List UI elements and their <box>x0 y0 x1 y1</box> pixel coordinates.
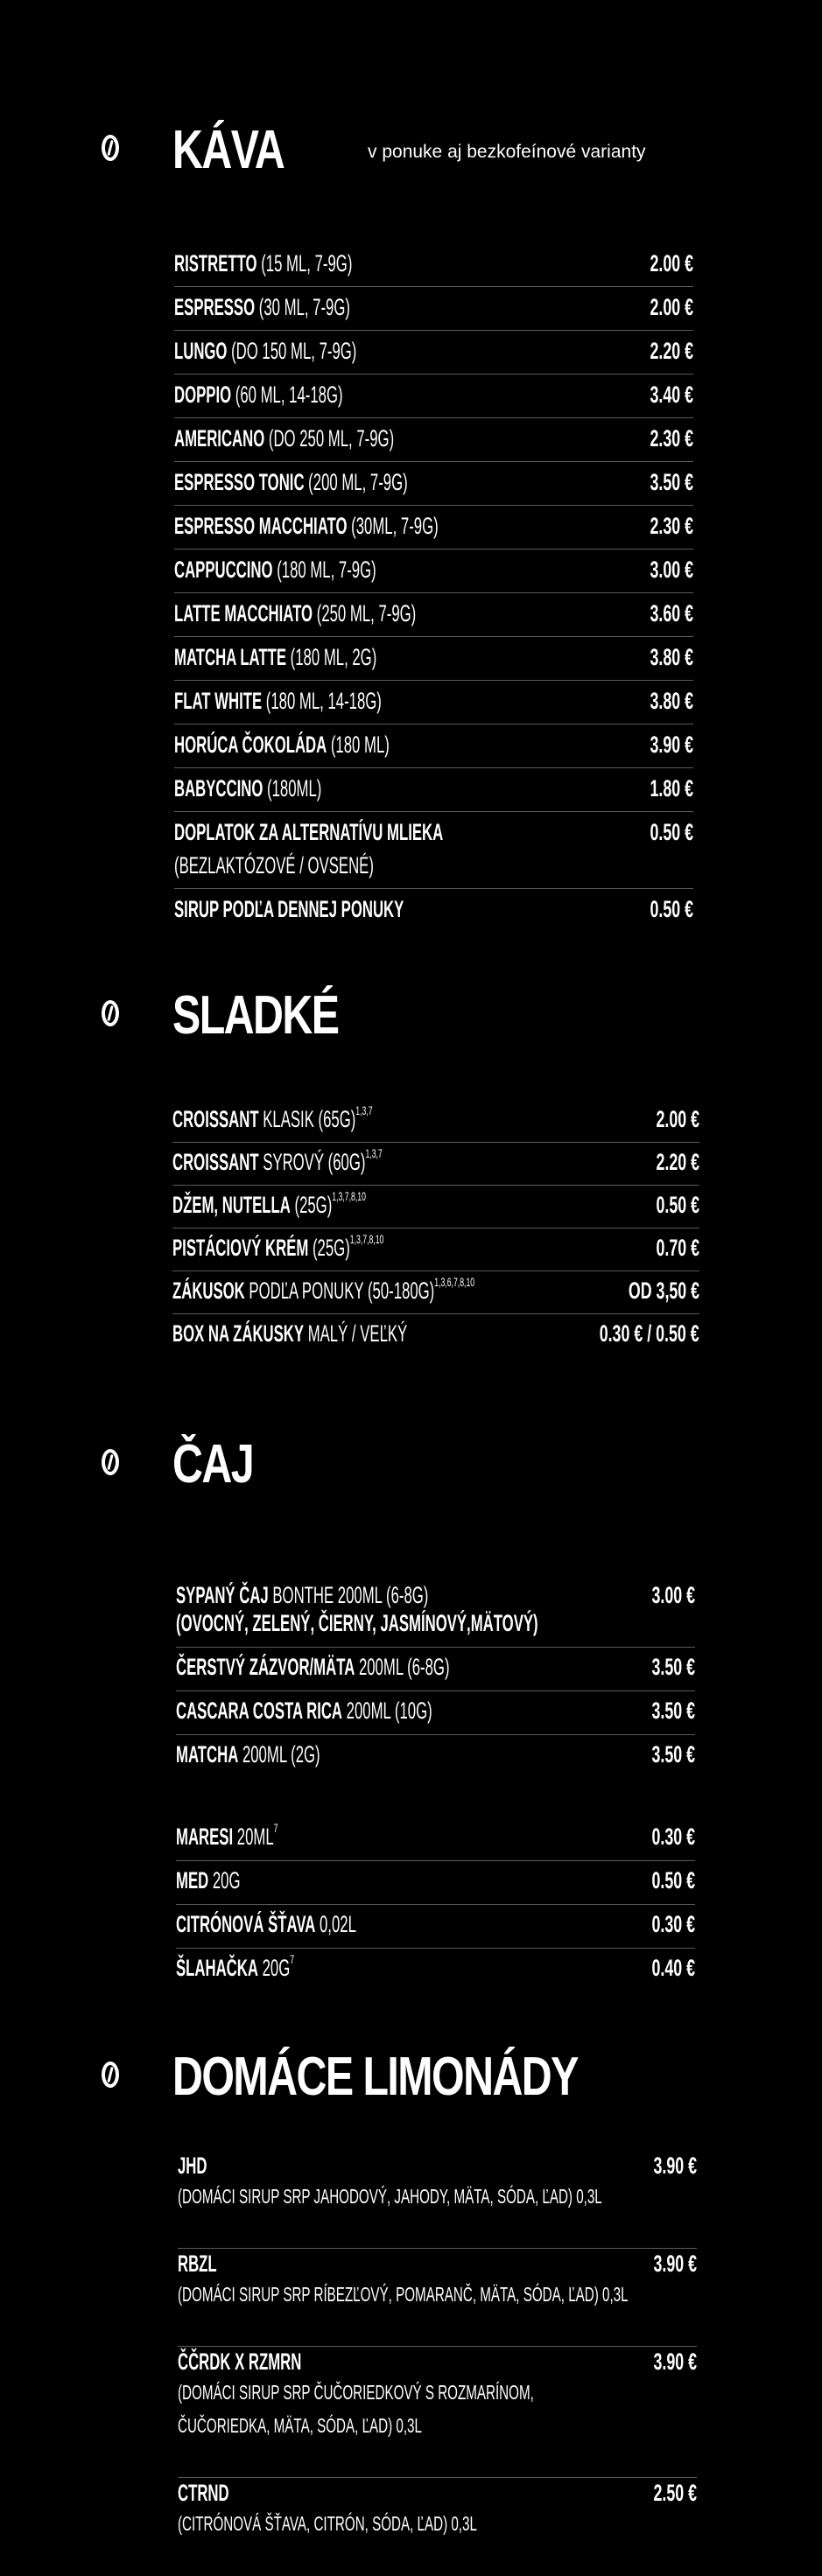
item-price: 3.90 € <box>650 732 693 758</box>
item-price: 3.80 € <box>650 644 693 670</box>
item-detail: 20ML <box>233 1824 274 1850</box>
item-name-bold: RBZL <box>178 2250 217 2277</box>
item-name <box>174 555 376 585</box>
menu-item-row <box>174 374 693 418</box>
item-name <box>174 730 390 760</box>
allergen-codes: 7 <box>290 1952 295 1966</box>
menu-item-row <box>176 1691 695 1735</box>
menu-item-row <box>174 462 693 506</box>
item-price: 2.20 € <box>650 338 693 364</box>
item-detail: (30 ML, 7-9G) <box>255 294 350 320</box>
menu-item-row <box>174 243 693 287</box>
menu-item-row <box>176 1949 695 1992</box>
item-detail: 20G <box>208 1867 241 1894</box>
menu-list <box>176 1576 695 1779</box>
menu-item-row <box>172 1314 699 1357</box>
item-detail: BONTHE 200ML (6-8G) <box>268 1582 429 1608</box>
allergen-codes: 1,3,7 <box>355 1103 373 1117</box>
item-name-bold: BABYCCINO <box>174 775 263 802</box>
item-name-bold: ČČRDK X RZMRN <box>178 2348 302 2375</box>
item-name-bold: AMERICANO <box>174 425 265 452</box>
item-price: 3.50 € <box>651 1741 695 1768</box>
section-note: v ponuke aj bezkofeínové varianty <box>368 142 646 162</box>
item-name <box>178 2249 217 2279</box>
item-name <box>172 1276 474 1306</box>
item-name <box>178 2478 229 2509</box>
menu-item-row <box>174 724 693 768</box>
menu-item-row <box>172 1100 699 1143</box>
menu-item-row <box>178 2249 697 2347</box>
item-description: (CITRÓNOVÁ ŠŤAVA, CITRÓN, SÓDA, ĽAD) 0,3L <box>178 2512 477 2535</box>
menu-item-row <box>174 768 693 812</box>
item-price: 3.50 € <box>650 469 693 495</box>
item-name <box>172 1190 366 1221</box>
item-name <box>174 686 382 717</box>
item-name <box>174 380 343 410</box>
extras-list <box>176 1817 695 1992</box>
item-name <box>172 1147 383 1178</box>
item-name-bold: MATCHA LATTE <box>174 644 287 670</box>
coffee-bean-icon <box>102 1449 119 1475</box>
menu-item-row <box>176 1648 695 1691</box>
coffee-bean-icon <box>102 135 119 161</box>
allergen-codes: 7 <box>273 1821 278 1835</box>
item-name-bold: CITRÓNOVÁ ŠŤAVA <box>176 1911 316 1937</box>
item-name <box>174 336 356 367</box>
menu-item-row <box>172 1143 699 1186</box>
item-name-bold: HORÚCA ČOKOLÁDA <box>174 732 327 758</box>
menu-item-row <box>174 681 693 724</box>
allergen-codes: 1,3,6,7,8,10 <box>434 1275 475 1289</box>
menu-item-row <box>174 637 693 681</box>
item-price: 0.30 € <box>651 1824 695 1850</box>
item-price: 1.80 € <box>650 775 693 802</box>
item-price: 0.50 € <box>650 819 693 845</box>
item-name <box>176 1953 294 1984</box>
item-name-bold: CAPPUCCINO <box>174 556 273 583</box>
item-name <box>176 1740 320 1770</box>
item-name-bold: ZÁKUSOK <box>172 1278 245 1304</box>
menu-item-row <box>174 331 693 374</box>
item-name-bold: JHD <box>178 2152 207 2179</box>
menu-item-row <box>176 1735 695 1779</box>
item-detail: SYROVÝ (60G) <box>258 1149 366 1175</box>
menu-item-row <box>172 1271 699 1314</box>
item-name <box>174 894 404 925</box>
item-description: (DOMÁCI SIRUP SRP JAHODOVÝ, JAHODY, MÄTA, SÓDA, ĽAD) 0,3L <box>178 2185 602 2208</box>
item-name <box>176 1909 356 1940</box>
allergen-codes: 1,3,7,8,10 <box>332 1189 366 1203</box>
item-name-bold: DOPLATOK ZA ALTERNATÍVU MLIEKA <box>174 819 444 845</box>
item-name-bold: LATTE MACCHIATO <box>174 600 313 626</box>
item-name <box>174 467 408 498</box>
item-name <box>174 292 350 323</box>
section-title: ČAJ <box>172 1434 254 1494</box>
item-detail: (30ML, 7-9G) <box>347 513 439 539</box>
item-name-bold: MATCHA <box>176 1741 239 1768</box>
menu-item-row <box>176 1861 695 1905</box>
item-price: 0.70 € <box>656 1235 699 1261</box>
item-price: 3.00 € <box>651 1582 695 1608</box>
item-detail: (25G) <box>308 1235 350 1261</box>
item-detail: (DO 250 ML, 7-9G) <box>264 425 395 452</box>
menu-item-row <box>172 1228 699 1271</box>
item-name <box>174 598 416 629</box>
item-name <box>176 1866 240 1896</box>
item-name-bold: DŽEM, NUTELLA <box>172 1192 291 1218</box>
menu-item-row <box>174 550 693 593</box>
item-name-bold: ESPRESSO TONIC <box>174 469 305 495</box>
item-name <box>176 1696 432 1726</box>
item-name <box>174 248 352 279</box>
item-name <box>172 1319 407 1349</box>
item-detail: (250 ML, 7-9G) <box>313 600 417 626</box>
item-name <box>174 642 376 673</box>
item-detail: PODĽA PONUKY (50-180G) <box>244 1278 435 1304</box>
item-name <box>178 2151 207 2181</box>
item-name-bold: BOX NA ZÁKUSKY <box>172 1320 305 1347</box>
menu-item-row <box>174 506 693 550</box>
item-detail: 200ML (6-8G) <box>355 1654 450 1680</box>
menu-item-row <box>172 1186 699 1228</box>
item-name-bold: RISTRETTO <box>174 250 257 276</box>
item-name-bold: CROISSANT <box>172 1106 259 1132</box>
section-title: SLADKÉ <box>172 985 339 1046</box>
item-name-bold: MARESI <box>176 1824 234 1850</box>
menu-list <box>178 2151 697 2576</box>
item-price: 2.00 € <box>650 250 693 276</box>
item-price: 0.50 € <box>651 1867 695 1894</box>
item-description: (OVOCNÝ, ZELENÝ, ČIERNY, JASMÍNOVÝ,MÄTOVÝ) <box>176 1610 538 1636</box>
menu-item-row <box>174 418 693 462</box>
menu-item-row <box>178 2478 697 2576</box>
item-description: (DOMÁCI SIRUP SRP ČUČORIEDKOVÝ S ROZMARÍNOM, <box>178 2381 534 2404</box>
item-detail: (60 ML, 14-18G) <box>231 382 343 408</box>
item-detail: 0,02L <box>315 1911 356 1937</box>
item-detail: 20G <box>257 1955 291 1981</box>
menu-item-row <box>176 1576 695 1648</box>
item-price: 0.50 € <box>650 896 693 922</box>
item-price: 2.30 € <box>650 513 693 539</box>
item-name-bold: LUNGO <box>174 338 228 364</box>
item-price: 3.90 € <box>653 2152 697 2179</box>
item-detail: (25G) <box>290 1192 333 1218</box>
item-detail: (180 ML, 14-18G) <box>262 688 382 714</box>
item-name-bold: ŠLAHAČKA <box>176 1955 258 1981</box>
menu-list <box>172 1100 699 1357</box>
item-detail: (15 ML, 7-9G) <box>256 250 353 276</box>
item-price: 2.00 € <box>650 294 693 320</box>
item-name-bold: DOPPIO <box>174 382 232 408</box>
item-price: 0.40 € <box>651 1955 695 1981</box>
menu-list <box>174 243 693 933</box>
item-name-bold: ČERSTVÝ ZÁZVOR/MÄTA <box>176 1654 355 1680</box>
item-name <box>176 1652 450 1683</box>
item-name-bold: PISTÁCIOVÝ KRÉM <box>172 1235 309 1261</box>
item-detail: MALÝ / VEĽKÝ <box>304 1320 408 1347</box>
item-price: 2.30 € <box>650 425 693 452</box>
menu-item-row <box>176 1905 695 1949</box>
item-price: 3.90 € <box>653 2348 697 2375</box>
item-name-bold: FLAT WHITE <box>174 688 263 714</box>
item-description: ČUČORIEDKA, MÄTA, SÓDA, ĽAD) 0,3L <box>178 2414 422 2437</box>
item-name-bold: CASCARA COSTA RICA <box>176 1698 343 1724</box>
item-name <box>172 1233 383 1264</box>
item-name-bold: ESPRESSO <box>174 294 256 320</box>
menu-item-row <box>174 889 693 933</box>
item-detail: (180 ML, 2G) <box>286 644 377 670</box>
item-name <box>174 774 321 804</box>
item-price: 2.50 € <box>653 2480 697 2506</box>
item-price: OD 3,50 € <box>628 1278 699 1304</box>
item-price: 2.00 € <box>656 1106 699 1132</box>
allergen-codes: 1,3,7,8,10 <box>349 1232 384 1246</box>
section-title: KÁVA <box>172 120 285 180</box>
item-name-bold: MED <box>176 1867 209 1894</box>
item-name-bold: CTRND <box>178 2480 229 2506</box>
item-detail: (DO 150 ML, 7-9G) <box>227 338 357 364</box>
item-detail: (180ML) <box>263 775 322 802</box>
menu-item-row <box>176 1817 695 1861</box>
menu-item-row <box>174 812 693 889</box>
item-name <box>176 1822 278 1852</box>
menu-item-row <box>174 287 693 331</box>
item-name <box>172 1104 373 1135</box>
allergen-codes: 1,3,7 <box>365 1146 383 1160</box>
item-price: 3.80 € <box>650 688 693 714</box>
item-price: 2.20 € <box>656 1149 699 1175</box>
item-price: 0.50 € <box>656 1192 699 1218</box>
menu-item-row <box>178 2347 697 2478</box>
item-price: 0.30 € <box>651 1911 695 1937</box>
item-name-bold: CROISSANT <box>172 1149 259 1175</box>
item-description: (DOMÁCI SIRUP SRP RÍBEZĽOVÝ, POMARANČ, MÄTA, SÓDA, ĽAD) 0,3L <box>178 2283 629 2306</box>
item-price: 0.30 € / 0.50 € <box>600 1320 699 1347</box>
item-price: 3.40 € <box>650 382 693 408</box>
item-detail: (180 ML, 7-9G) <box>272 556 376 583</box>
item-name <box>174 817 443 848</box>
item-name <box>178 2347 301 2377</box>
item-name-bold: ESPRESSO MACCHIATO <box>174 513 348 539</box>
item-detail: 200ML (2G) <box>238 1741 320 1768</box>
item-price: 3.00 € <box>650 556 693 583</box>
item-description: (BEZLAKTÓZOVÉ / OVSENÉ) <box>174 852 374 878</box>
item-name <box>174 511 439 542</box>
coffee-bean-icon <box>102 2062 119 2088</box>
item-detail: 200ML (10G) <box>342 1698 432 1724</box>
item-price: 3.90 € <box>653 2250 697 2277</box>
section-title: DOMÁCE LIMONÁDY <box>172 2047 578 2107</box>
item-price: 3.60 € <box>650 600 693 626</box>
menu-item-row <box>174 593 693 637</box>
item-detail: (200 ML, 7-9G) <box>304 469 408 495</box>
item-name-bold: SYPANÝ ČAJ <box>176 1582 269 1608</box>
item-name <box>174 424 394 454</box>
menu-item-row <box>178 2151 697 2249</box>
item-detail: KLASIK (65G) <box>258 1106 356 1132</box>
item-detail: (180 ML) <box>327 732 390 758</box>
item-price: 3.50 € <box>651 1654 695 1680</box>
item-name <box>176 1580 428 1611</box>
coffee-bean-icon <box>102 1000 119 1026</box>
item-price: 3.50 € <box>651 1698 695 1724</box>
item-name-bold: SIRUP PODĽA DENNEJ PONUKY <box>174 896 404 922</box>
